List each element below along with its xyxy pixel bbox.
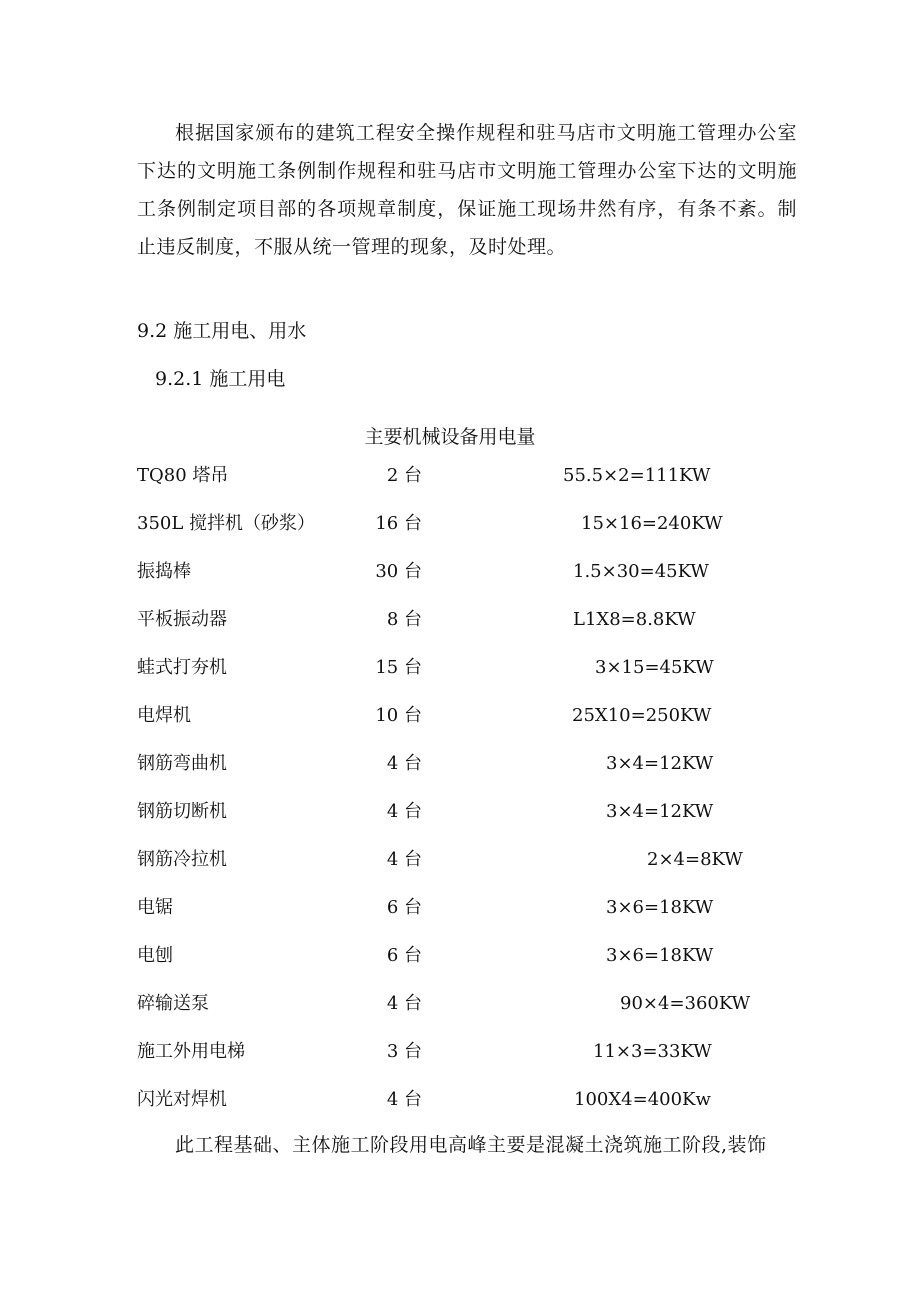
section-heading-9-2-1: 9.2.1 施工用电 — [155, 368, 286, 390]
equipment-name: 平板振动器 — [137, 609, 227, 630]
intro-paragraph: 根据国家颁布的建筑工程安全操作规程和驻马店市文明施工管理办公室下达的文明施工条例制作规程和驻马店市文明施工管理办公室下达的文明施工条例制定项目部的各项规章制度，保证施工现场井然有序，有条不紊。制止违反制度，不服从统一管理的现象，及时处理。 — [137, 122, 797, 258]
table-row — [0, 989, 920, 1019]
table-row — [0, 653, 920, 683]
table-row — [0, 557, 920, 587]
equipment-name: 碎输送泵 — [137, 993, 209, 1014]
equipment-power: 100X4=400Kw — [574, 1089, 711, 1110]
table-row — [0, 509, 920, 539]
equipment-power: 11×3=33KW — [593, 1041, 712, 1062]
equipment-power: L1X8=8.8KW — [573, 609, 696, 630]
equipment-power: 15×16=240KW — [581, 513, 723, 534]
equipment-qty: 15 台 — [375, 657, 422, 678]
equipment-name: 蛙式打夯机 — [137, 657, 227, 678]
equipment-qty: 16 台 — [375, 513, 422, 534]
equipment-power: 3×6=18KW — [606, 897, 714, 918]
table-row — [0, 1037, 920, 1067]
equipment-qty: 3 台 — [386, 1041, 422, 1062]
table-row — [0, 845, 920, 875]
equipment-name: 振捣棒 — [137, 561, 191, 582]
equipment-qty: 10 台 — [375, 705, 422, 726]
equipment-qty: 4 台 — [386, 1089, 422, 1110]
equipment-power: 3×4=12KW — [606, 801, 714, 822]
table-row — [0, 461, 920, 491]
equipment-qty: 6 台 — [386, 945, 422, 966]
equipment-power: 3×4=12KW — [606, 753, 714, 774]
equipment-name: 钢筋切断机 — [137, 801, 227, 822]
equipment-name: 钢筋弯曲机 — [137, 753, 227, 774]
table-row — [0, 701, 920, 731]
table-title: 主要机械设备用电量 — [364, 426, 536, 448]
equipment-qty: 4 台 — [386, 993, 422, 1014]
table-row — [0, 1085, 920, 1115]
equipment-power: 3×6=18KW — [606, 945, 714, 966]
equipment-power: 90×4=360KW — [620, 993, 751, 1014]
equipment-name: 350L 搅拌机（砂浆） — [137, 513, 316, 534]
equipment-qty: 6 台 — [386, 897, 422, 918]
equipment-power: 3×15=45KW — [595, 657, 714, 678]
table-row — [0, 893, 920, 923]
equipment-power: 25X10=250KW — [572, 705, 712, 726]
table-row — [0, 749, 920, 779]
equipment-name: 电锯 — [137, 897, 173, 918]
equipment-qty: 30 台 — [375, 561, 422, 582]
closing-paragraph: 此工程基础、主体施工阶段用电高峰主要是混凝土浇筑施工阶段,装饰 — [175, 1134, 767, 1156]
table-row — [0, 941, 920, 971]
table-row — [0, 605, 920, 635]
section-heading-9-2: 9.2 施工用电、用水 — [137, 320, 307, 342]
equipment-name: 施工外用电梯 — [137, 1041, 245, 1062]
equipment-name: 闪光对焊机 — [137, 1089, 227, 1110]
equipment-qty: 4 台 — [386, 849, 422, 870]
equipment-name: TQ80 塔吊 — [137, 465, 229, 486]
table-row — [0, 797, 920, 827]
equipment-qty: 4 台 — [386, 801, 422, 822]
equipment-power: 2×4=8KW — [647, 849, 743, 870]
equipment-power: 55.5×2=111KW — [563, 465, 711, 486]
equipment-qty: 2 台 — [386, 465, 422, 486]
equipment-qty: 4 台 — [386, 753, 422, 774]
equipment-power: 1.5×30=45KW — [573, 561, 709, 582]
equipment-name: 钢筋冷拉机 — [137, 849, 227, 870]
equipment-name: 电刨 — [137, 945, 173, 966]
equipment-qty: 8 台 — [386, 609, 422, 630]
equipment-name: 电焊机 — [137, 705, 191, 726]
